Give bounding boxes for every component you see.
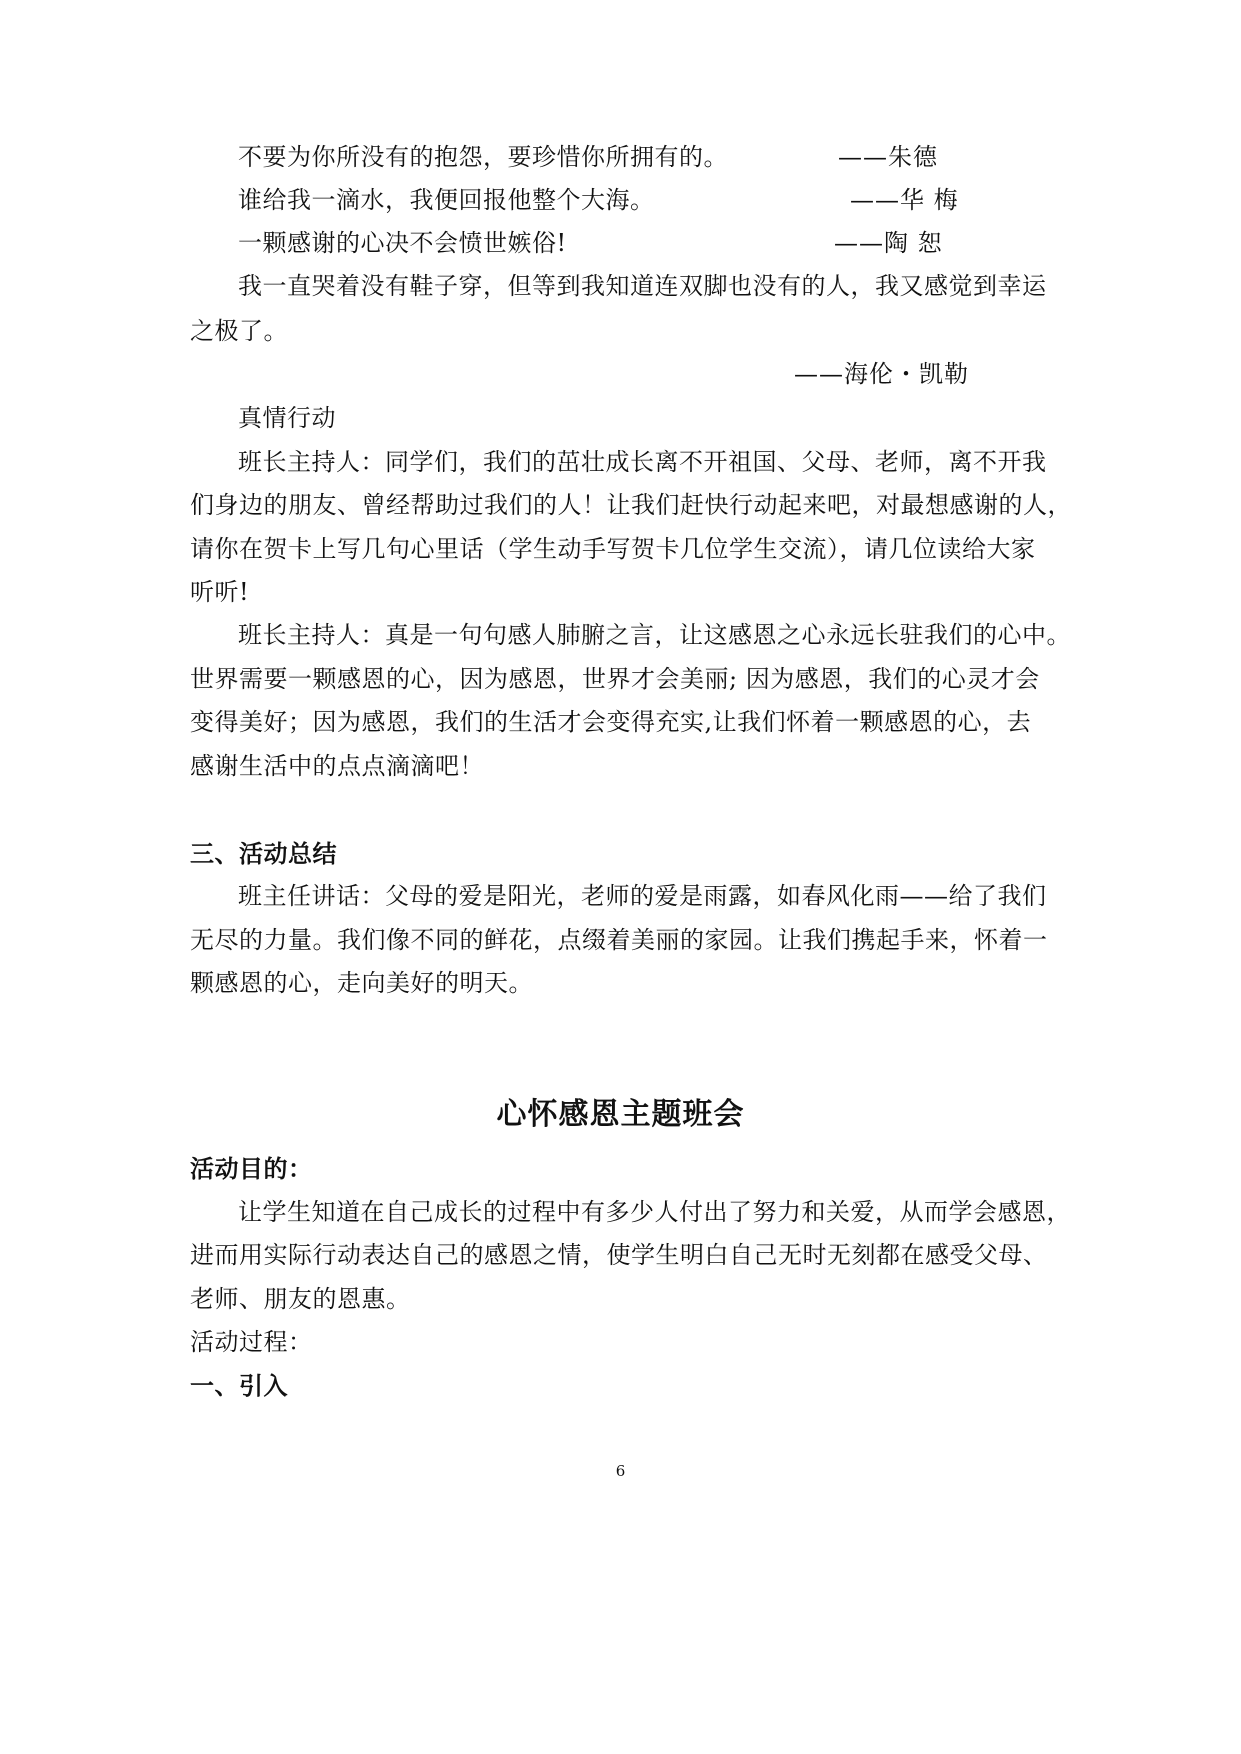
quote-text: 之极了。 [190, 317, 288, 345]
document-title: 心怀感恩主题班会 [496, 1097, 745, 1132]
quote-text: 一颗感谢的心决不会愤世嫉俗! [238, 229, 567, 257]
paragraph-line: 班主任讲话：父母的爱是阳光，老师的爱是雨露，如春风化雨——给了我们 [238, 882, 1047, 910]
paragraph-line: 变得美好；因为感恩，我们的生活才会变得充实,让我们怀着一颗感恩的心，去 [190, 708, 1032, 736]
paragraph-line: 感谢生活中的点点滴滴吧！ [190, 752, 484, 780]
paragraph-line: 听听! [190, 578, 250, 606]
quote-author: ——华 梅 [850, 186, 959, 214]
paragraph-line: 颗感恩的心，走向美好的明天。 [190, 969, 533, 997]
paragraph-line: 世界需要一颗感恩的心，因为感恩，世界才会美丽; 因为感恩，我们的心灵才会 [190, 665, 1040, 693]
section-heading: 一、引入 [190, 1372, 288, 1400]
quote-author: ——朱德 [838, 143, 938, 171]
paragraph-line: 请你在贺卡上写几句心里话（学生动手写贺卡几位学生交流），请几位读给大家 [190, 535, 1036, 563]
paragraph-line: 班长主持人：真是一句句感人肺腑之言，让这感恩之心永远长驻我们的心中。 [238, 621, 1071, 649]
paragraph-line: 班长主持人：同学们，我们的茁壮成长离不开祖国、父母、老师，离不开我 [238, 448, 1047, 476]
quote-text: 不要为你所没有的抱怨，要珍惜你所拥有的。 [238, 143, 728, 171]
section-heading: 真情行动 [238, 404, 336, 432]
quote-text: 我一直哭着没有鞋子穿，但等到我知道连双脚也没有的人，我又感觉到幸运 [238, 272, 1047, 300]
quote-author: ——陶 恕 [834, 229, 943, 257]
paragraph-line: 们身边的朋友、曾经帮助过我们的人！让我们赶快行动起来吧，对最想感谢的人， [190, 491, 1072, 519]
paragraph-line: 无尽的力量。我们像不同的鲜花，点缀着美丽的家园。让我们携起手来，怀着一 [190, 926, 1048, 954]
paragraph-line: 老师、朋友的恩惠。 [190, 1285, 411, 1313]
page-number: 6 [615, 1462, 626, 1480]
section-heading: 活动目的： [190, 1155, 313, 1183]
paragraph-line: 进而用实际行动表达自己的感恩之情，使学生明白自己无时无刻都在感受父母、 [190, 1241, 1048, 1269]
quote-author: ——海伦・凯勒 [794, 360, 969, 388]
paragraph-line: 让学生知道在自己成长的过程中有多少人付出了努力和关爱，从而学会感恩， [238, 1198, 1071, 1226]
section-label: 活动过程： [190, 1328, 313, 1356]
section-heading: 三、活动总结 [190, 840, 337, 868]
quote-text: 谁给我一滴水，我便回报他整个大海。 [238, 186, 655, 214]
